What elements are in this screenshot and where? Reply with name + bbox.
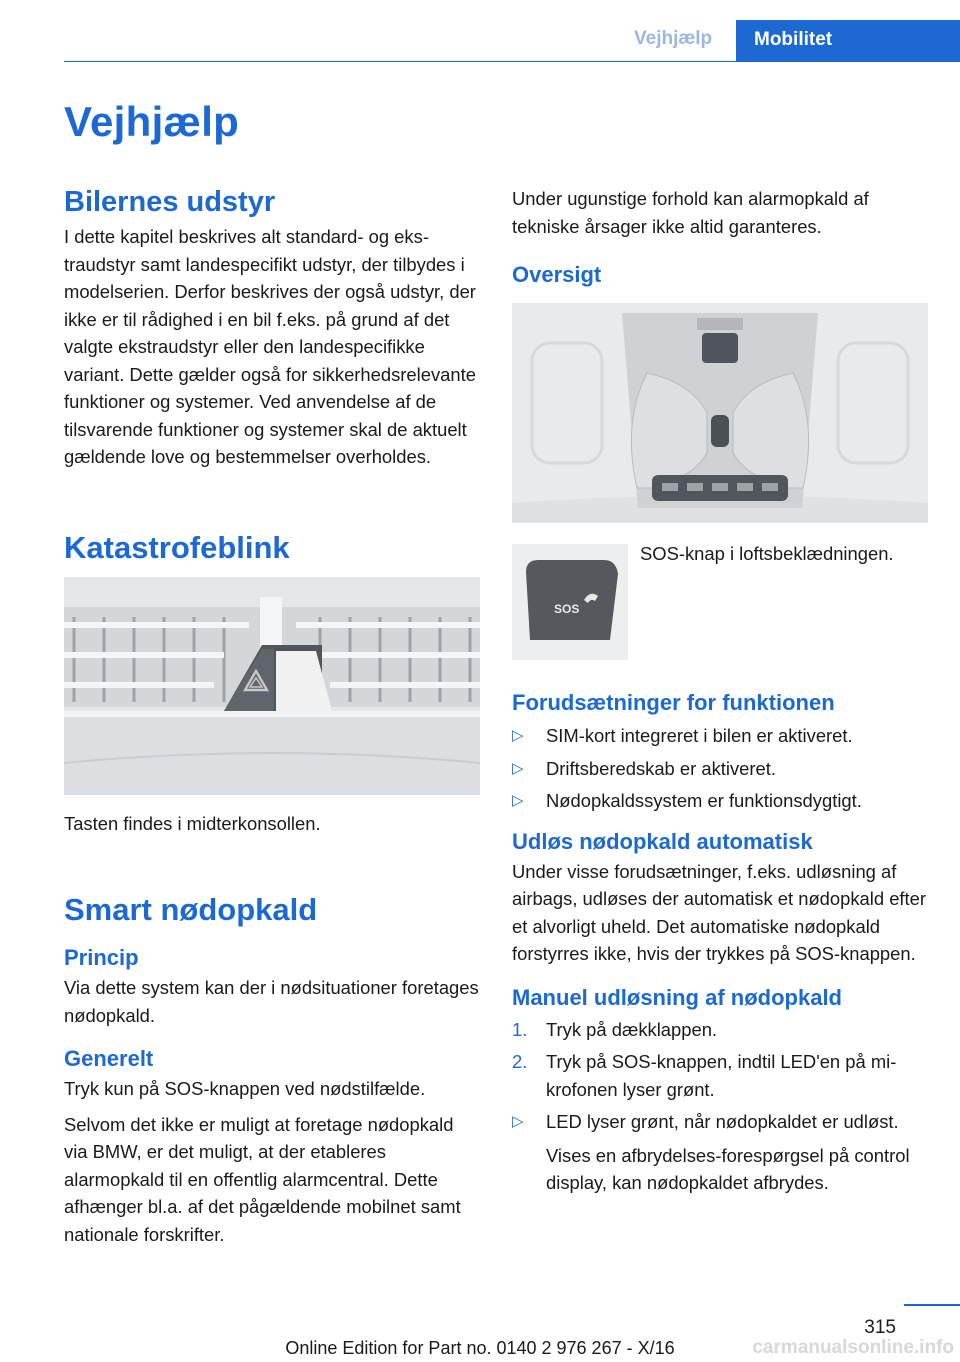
section-title-emergency-call: Smart nødopkald: [64, 892, 318, 927]
page-title: Vejhjælp: [64, 98, 240, 145]
overhead-console-figure: [512, 303, 928, 523]
edition-note: Online Edition for Part no. 0140 2 976 267 - X/16: [285, 1338, 675, 1358]
princip-heading: Princip: [64, 945, 139, 970]
header-chapter-tab: Mobilitet: [736, 20, 960, 62]
forud-list: [512, 722, 928, 815]
left-column-bottom: [64, 892, 480, 1248]
left-column-top: [64, 186, 480, 471]
triangle-icon: ▷: [512, 792, 524, 809]
auto-heading: Udløs nødopkald automatisk: [512, 828, 813, 854]
triangle-icon: ▷: [512, 1113, 524, 1130]
list-item: ▷ Nødopkaldssystem er funktionsdygtigt.: [512, 787, 928, 815]
section-title-equipment: Bilernes udstyr: [64, 186, 276, 218]
watermark: carmanualsonline.info: [752, 1337, 954, 1358]
sos-label: SOS: [554, 602, 580, 616]
sos-caption: SOS-knap i loftsbeklædningen.: [640, 543, 894, 564]
page-number: 315: [864, 1317, 896, 1338]
hazard-switch-figure: [64, 577, 480, 795]
hazard-switch-illustration: [64, 577, 480, 795]
right-column-bottom: [512, 690, 928, 1202]
list-item: ▷ SIM-kort integreret i bilen er aktiveret.: [512, 722, 928, 750]
list-item: ▷ LED lyser grønt, når nødopkaldet er udløst. Vises en afbrydelses-forespørgsel på control display, kan nødopkaldet afbrydes.: [512, 1108, 928, 1197]
manuel-steps: [512, 1016, 928, 1104]
footer-rule: [904, 1304, 960, 1306]
generelt-heading: Generelt: [64, 1046, 154, 1071]
list-item: 2. Tryk på SOS-knappen, indtil LED'en på mikrofonen lyser grønt.: [512, 1051, 897, 1100]
header-section-label: Vejhjælp: [634, 28, 713, 49]
forud-heading: Forudsætninger for funktionen: [512, 690, 835, 715]
list-item: ▷ Driftsberedskab er aktiveret.: [512, 755, 928, 783]
sos-button-figure: [512, 544, 628, 660]
generelt-para-2: Selvom det ikke er muligt at foretage nødopkald via BMW, er det muligt, at der etableres alarmopkald til en offentlig alarmcentral. Dette afhænger bl.a. af det pågældende mobilnet samt nationale forskrifter.: [64, 1113, 461, 1245]
hazard-caption: Tasten findes i midterkonsollen.: [64, 813, 321, 834]
oversigt-heading: Oversigt: [512, 262, 602, 287]
triangle-icon: ▷: [512, 727, 524, 744]
princip-body: Via dette system kan der i nødsituationer foretages nødopkald.: [64, 977, 479, 1026]
section-title-hazard: Katastrofeblink: [64, 530, 290, 565]
manuel-result-note: Vises en afbrydelses-forespørgsel på control display, kan nødopkaldet afbrydes.: [546, 1144, 910, 1193]
intro-paragraph: Under ugunstige forhold kan alarmopkald af tekniske årsager ikke altid garanteres.: [512, 188, 869, 237]
manuel-result: [512, 1108, 928, 1197]
equipment-body: I dette kapitel beskrives alt standard- og ekstraudstyr samt landespecifikt udstyr, der tilbydes i modelserien. Derfor beskrives der også udstyr, der ikke er til rådighed i en bil f.eks. på grund af det valgte ekstraudstyr eller den landespecifikke variant. Dette gælder også for sikkerhedsrelevante funktioner og systemer. Ved anvendelse af de tilsvarende funktioner og systemer skal de aktuelt gældende love og bestemmelser overholdes.: [64, 226, 476, 467]
list-item: 1. Tryk på dækklappen.: [512, 1018, 718, 1040]
triangle-icon: ▷: [512, 759, 524, 777]
auto-body: Under visse forudsætninger, f.eks. udløsning af airbags, udløses der automatisk et nødopkald efter et alvorligt uheld. Det automatiske nødopkald forstyrres ikke, hvis der trykkes på SOS-knappen.: [512, 860, 927, 964]
generelt-para-1: Tryk kun på SOS-knappen ved nødstilfælde.: [64, 1078, 426, 1099]
overhead-console-illustration: [512, 303, 928, 523]
manuel-heading: Manuel udløsning af nødopkald: [512, 984, 842, 1010]
header-rule: [64, 61, 960, 62]
